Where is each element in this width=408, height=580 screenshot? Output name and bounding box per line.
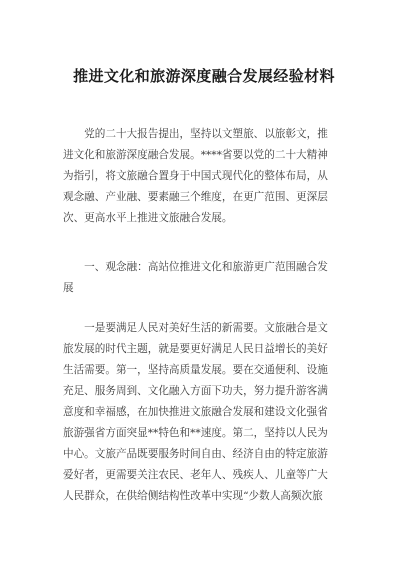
text-line: 旅发展的时代主题，就是要更好满足人民日益增长的美好 xyxy=(63,343,328,355)
text-line: 进文化和旅游深度融合发展。****省要以党的二十大精神 xyxy=(63,149,328,161)
text-line: 充足、服务周到、文化融入方面下功夫，努力提升游客满 xyxy=(63,385,328,397)
text-line: 生活需要。第一，坚持高质量发展。要在交通便利、设施 xyxy=(63,364,328,376)
text-line: 党的二十大报告提出，坚持以文塑旅、以旅彰文，推 xyxy=(63,128,328,140)
text-line: 一、观念融：高站位推进文化和旅游更广范围融合发 xyxy=(63,261,328,273)
text-line: 为指引，将文旅融合置身于中国式现代化的整体布局，从 xyxy=(63,170,328,182)
body-paragraph xyxy=(63,318,353,507)
text-line: 意度和幸福感，在加快推进文旅融合发展和建设文化强省 xyxy=(63,406,328,418)
document-title: 推进文化和旅游深度融合发展经验材料 xyxy=(73,67,335,85)
text-line: 爱好者，更需要关注农民、老年人、残疾人、儿童等广大 xyxy=(63,469,328,481)
text-line: 人民群众，在供给侧结构性改革中实现“少数人高频次旅 xyxy=(63,490,323,502)
intro-paragraph xyxy=(63,124,353,229)
text-line: 观念融、产业融、要素融三个维度，在更广范围、更深层 xyxy=(63,191,328,203)
text-line: 一是要满足人民对美好生活的新需要。文旅融合是文 xyxy=(63,322,328,334)
text-line: 次、更高水平上推进文旅融合发展。 xyxy=(63,212,233,224)
text-line: 中心。文旅产品既要服务时间自由、经济自由的特定旅游 xyxy=(63,448,328,460)
text-line: 展 xyxy=(63,282,74,294)
section-heading xyxy=(63,257,353,299)
text-line: 旅游强省方面突显**特色和**速度。第二，坚持以人民为 xyxy=(63,427,328,439)
